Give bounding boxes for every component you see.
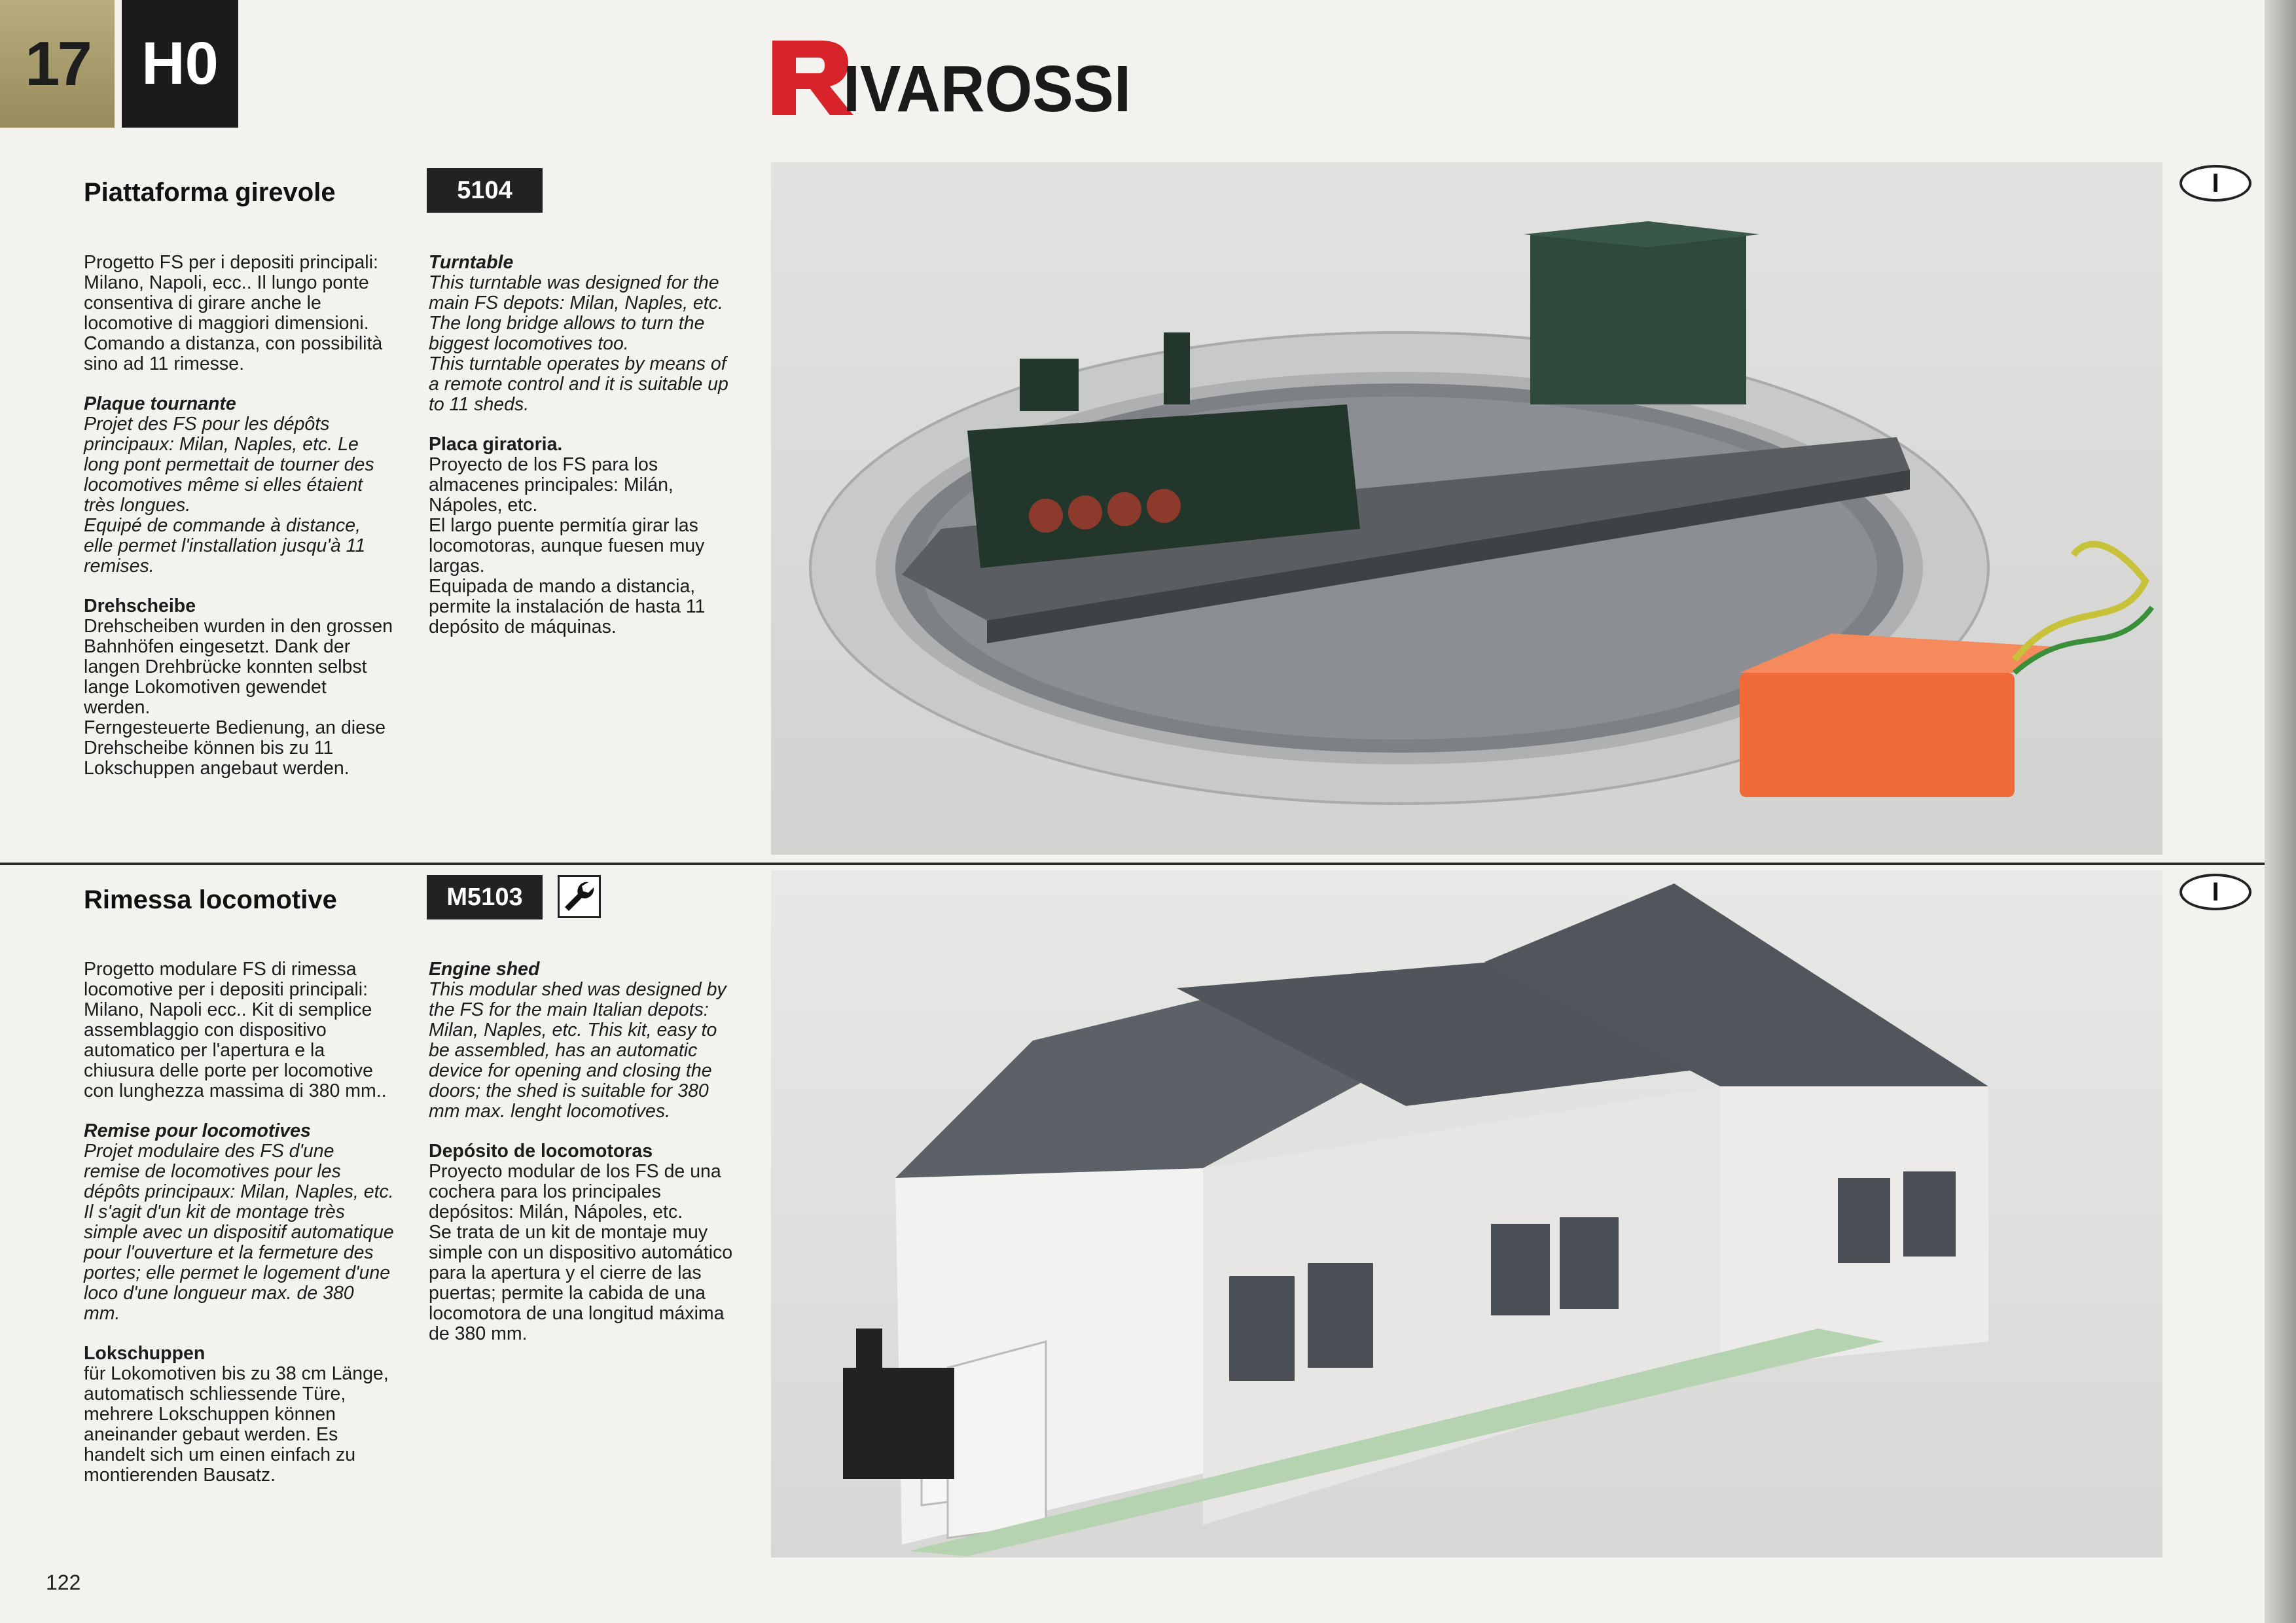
description-french: Remise pour locomotives Projet modulaire des FS d'une remise de locomotives pour les dépôts principaux: Milan, Naples, etc. Il s'agit d'un kit de montage très simple avec un dispositif automatique pour l'ouverture et la fermeture des portes; elle permet le logement d'une loco d'une longueur max. de 380 mm.: [84, 1120, 394, 1324]
shed-text-column-1: [84, 959, 395, 1505]
description-french: Plaque tournante Projet des FS pour les dépôts principaux: Milan, Naples, etc. Le long pont permettait de tourner des locomotives même si elles étaient très longues. Equipé de commande à distance, elle permet l'installation jusqu'à 11 remises.: [84, 393, 374, 577]
description-spanish: Placa giratoria. Proyecto de los FS para los almacenes principales: Milán, Nápoles, etc. El largo puente permitía girar las locomotoras, aunque fuesen muy largas. Equipada de mando a distancia, permite la instalación de hasta 11 depósito de máquinas.: [429, 434, 706, 637]
rivarossi-logo: [770, 34, 1136, 119]
description-english: Engine shed This modular shed was designed by the FS for the main Italian depots: Milan, Naples, etc. This kit, easy to be assembled, has an automatic device for opening and closing the doors; the shed is suitable for 380 mm max. lenght locomotives.: [429, 959, 726, 1122]
wrench-icon: [558, 875, 601, 918]
turntable-photo: [771, 162, 2162, 855]
description-italian: Progetto modulare FS di rimessa locomotive per i depositi principali: Milano, Napoli ecc.. Kit di semplice assemblaggio con dispositivo automatico per l'apertura e la chiusura delle porte per locomotive con lunghezza massima di 380 mm..: [84, 959, 387, 1101]
scale-tab: H0: [122, 0, 238, 128]
description-spanish: Depósito de locomotoras Proyecto modular de los FS de una cochera para los principales depósitos: Milán, Nápoles, etc. Se trata de un kit de montaje muy simple con un dispositivo automático para la apertura y el cierre de las puertas; permite la cabida de una locomotora de una longitud máxima de 380 mm.: [429, 1141, 733, 1344]
description-italian: Progetto FS per i depositi principali: Milano, Napoli, ecc.. Il lungo ponte consentiva di girare anche le locomotive di maggiori dimensioni. Comando a distanza, con possibilità sino ad 11 rimesse.: [84, 252, 383, 374]
turntable-text-column-2: [429, 253, 740, 657]
description-german: Drehscheibe Drehscheiben wurden in den grossen Bahnhöfen eingesetzt. Dank der langen Drehbrücke konnten selbst lange Lokomotiven gewendet werden. Ferngesteuerte Bedienung, an diese Drehscheibe können bis zu 11 Lokschuppen angebaut werden.: [84, 596, 393, 779]
section-title-engine-shed: Rimessa locomotive: [84, 885, 337, 914]
language-badge-italian: I: [2179, 165, 2251, 202]
engine-shed-photo: [771, 870, 2162, 1558]
svg-text:IVAROSSI: IVAROSSI: [843, 52, 1131, 119]
product-code-badge: 5104: [427, 168, 543, 213]
turntable-text-column-1: [84, 253, 395, 798]
section-title-turntable: Piattaforma girevole: [84, 178, 336, 207]
description-english: Turntable This turntable was designed for the main FS depots: Milan, Naples, etc. The long bridge allows to turn the biggest locomotives too. This turntable operates by means of a remote control and it is suitable up to 11 sheds.: [429, 252, 728, 415]
product-code-badge: M5103: [427, 875, 543, 919]
section-divider: [0, 863, 2265, 865]
page-tab-number: 17: [0, 0, 115, 128]
page-number: 122: [46, 1571, 81, 1594]
book-spine-shadow: [2265, 0, 2296, 1623]
language-badge-italian: I: [2179, 874, 2251, 910]
shed-text-column-2: [429, 959, 740, 1364]
description-german: Lokschuppen für Lokomotiven bis zu 38 cm Länge, automatisch schliessende Türe, mehrere Lokschuppen können aneinander gebaut werden. Es handelt sich um einen einfach zu montierenden Bausatz.: [84, 1343, 389, 1486]
